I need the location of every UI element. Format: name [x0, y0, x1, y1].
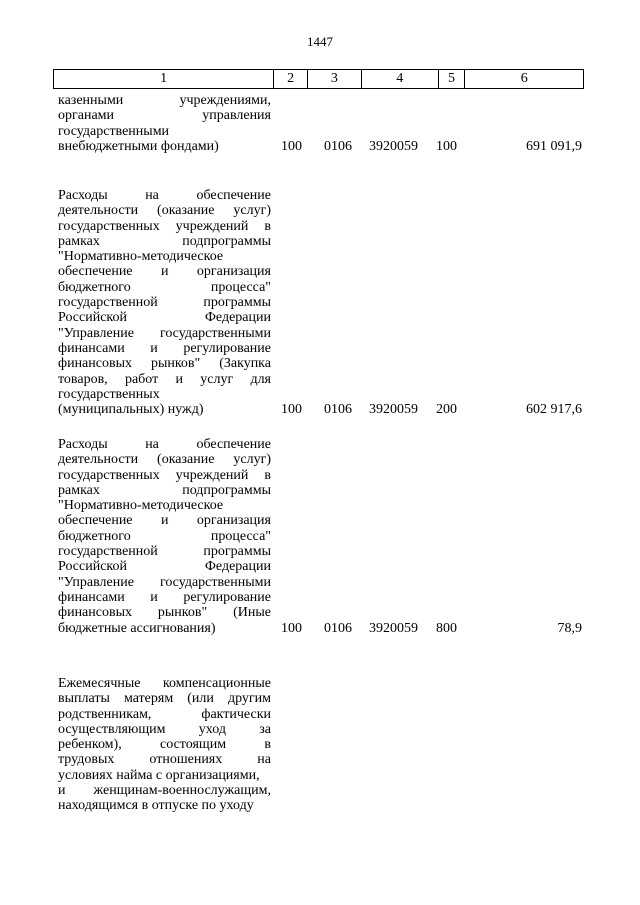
- description-line: бюджетные ассигнования): [58, 620, 216, 636]
- description-line: "Нормативно-методическое: [58, 249, 224, 265]
- description-line: условиях найма с организациями,: [58, 767, 260, 783]
- cell-col2: 100: [281, 620, 302, 636]
- description-line: выплаты матерям (или другим: [58, 691, 271, 707]
- description-line: "Управление государственными: [58, 574, 271, 590]
- row-description: [58, 437, 271, 636]
- cell-col6: 691 091,9: [526, 138, 582, 154]
- cell-col4: 3920059: [369, 138, 418, 154]
- description-line: финансами и регулирование: [58, 589, 271, 605]
- cell-col4: 3920059: [369, 402, 418, 418]
- description-line: внебюджетными фондами): [58, 138, 219, 154]
- description-line: (муниципальных) нужд): [58, 402, 204, 418]
- cell-col5: 200: [436, 402, 457, 418]
- cell-col5: 100: [436, 138, 457, 154]
- cell-col3: 0106: [324, 402, 352, 418]
- description-line: Расходы на обеспечение: [58, 188, 271, 203]
- cell-col3: 0106: [324, 620, 352, 636]
- header-cell-5: 5: [439, 70, 466, 88]
- description-line: деятельности (оказание услуг): [58, 452, 271, 468]
- description-line: родственникам, фактически: [58, 706, 271, 722]
- description-line: рамках подпрограммы: [58, 233, 271, 249]
- cell-col2: 100: [281, 402, 302, 418]
- description-line: финансами и регулирование: [58, 340, 271, 356]
- description-line: казенными учреждениями,: [58, 93, 271, 108]
- description-line: обеспечение и организация: [58, 264, 271, 280]
- header-cell-4: 4: [362, 70, 439, 88]
- cell-col6: 78,9: [557, 620, 582, 636]
- description-line: обеспечение и организация: [58, 513, 271, 529]
- description-line: и женщинам-военнослужащим,: [58, 783, 271, 799]
- description-line: бюджетного процесса": [58, 279, 271, 295]
- cell-col3: 0106: [324, 138, 352, 154]
- header-cell-6: 6: [520, 71, 528, 86]
- page-number: 1447: [307, 34, 333, 49]
- cell-col5: 800: [436, 620, 457, 636]
- description-line: рамках подпрограммы: [58, 482, 271, 498]
- description-line: органами управления: [58, 108, 271, 124]
- cell-col6: 602 917,6: [526, 402, 582, 418]
- cell-col2: 100: [281, 138, 302, 154]
- description-line: государственной программы: [58, 295, 271, 311]
- table-header: [53, 69, 584, 89]
- description-line: находящимся в отпуске по уходу: [58, 798, 254, 814]
- row-description: [58, 676, 271, 814]
- header-cell-2: 2: [274, 70, 308, 88]
- description-line: "Нормативно-методическое: [58, 498, 224, 514]
- row-description: [58, 188, 271, 417]
- description-line: трудовых отношениях на: [58, 752, 271, 768]
- description-line: осуществляющим уход за: [58, 721, 271, 737]
- description-line: государственной программы: [58, 544, 271, 560]
- description-line: финансовых рынков" (Иные: [58, 605, 271, 621]
- description-line: государственных учреждений в: [58, 467, 271, 483]
- description-line: Российской Федерации: [58, 310, 271, 326]
- description-line: бюджетного процесса": [58, 528, 271, 544]
- description-line: государственных: [58, 386, 160, 402]
- description-line: государственных учреждений в: [58, 218, 271, 234]
- description-line: Ежемесячные компенсационные: [58, 676, 271, 691]
- description-line: деятельности (оказание услуг): [58, 203, 271, 219]
- description-line: Расходы на обеспечение: [58, 437, 271, 452]
- description-line: товаров, работ и услуг для: [58, 371, 271, 387]
- description-line: государственными: [58, 123, 170, 139]
- description-line: ребенком), состоящим в: [58, 737, 271, 753]
- cell-col4: 3920059: [369, 620, 418, 636]
- description-line: "Управление государственными: [58, 325, 271, 341]
- header-cell-1: 1: [54, 70, 274, 88]
- description-line: Российской Федерации: [58, 559, 271, 575]
- description-line: финансовых рынков" (Закупка: [58, 356, 271, 372]
- row-description: [58, 93, 271, 154]
- header-cell-3: 3: [308, 70, 362, 88]
